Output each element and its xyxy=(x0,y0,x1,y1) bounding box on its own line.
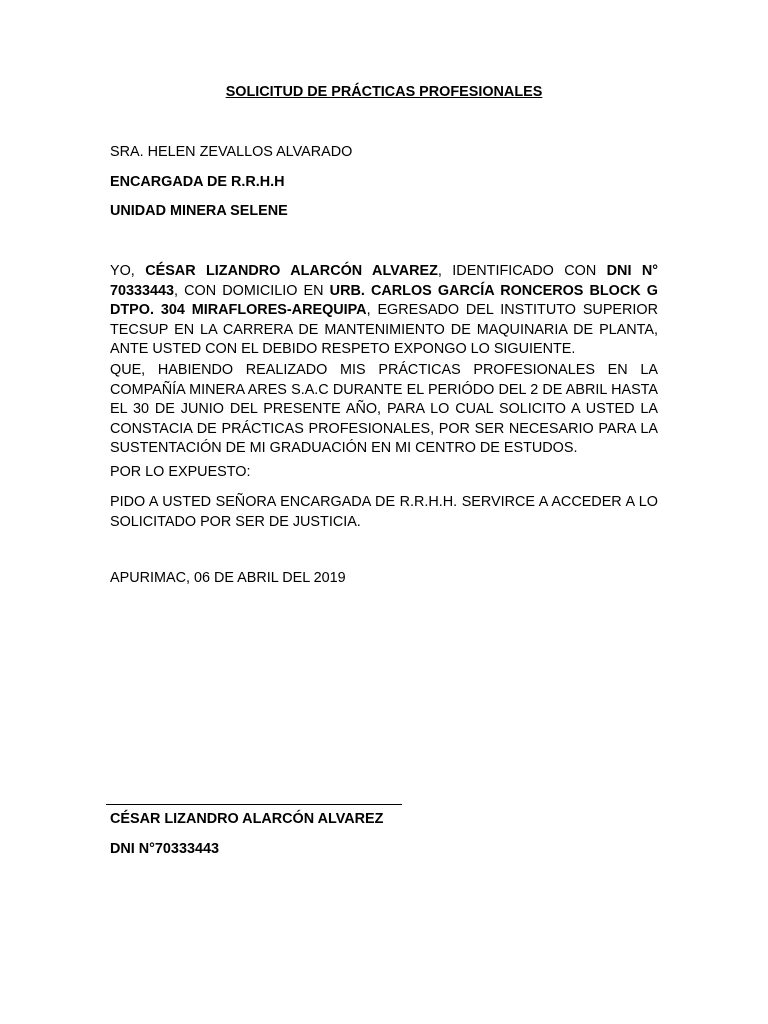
applicant-dni: DNI N° 70333443 xyxy=(110,263,659,299)
request-paragraph: PIDO A USTED SEÑORA ENCARGADA DE R.R.H.H. SERVIRCE A ACCEDER A LO SOLICITADO POR SER DE JUSTICIA. xyxy=(110,494,658,530)
intro-text-2: , IDENTIFICADO CON xyxy=(437,263,607,279)
signature-line xyxy=(106,804,402,805)
applicant-address: URB. CARLOS GARCÍA RONCEROS BLOCK G DTPO. 304 MIRAFLORES-AREQUIPA xyxy=(110,282,658,319)
recipient-role: ENCARGADA DE R.R.H.H xyxy=(110,174,285,190)
recipient-name: SRA. HELEN ZEVALLOS ALVARADO xyxy=(110,144,353,160)
body-paragraph: QUE, HABIENDO REALIZADO MIS PRÁCTICAS PROFESIONALES EN LA COMPAÑÍA MINERA ARES S.A.C DURANTE EL PERIÓDO DEL 2 DE ABRIL HASTA EL 30 DE JUNIO DEL PRESENTE AÑO, PARA LO CUAL SOLICITO A USTED LA CONSTACIA DE PRÁCTICAS PROFESIONALES, POR SER NECESARIO PARA LA SUSTENTACIÓN DE MI GRADUACIÓN EN MI CENTRO DE ESTUDOS. xyxy=(110,362,658,457)
intro-text-4: , EGRESADO DEL INSTITUTO SUPERIOR TECSUP EN LA CARRERA DE MANTENIMIENTO DE MAQUINARIA DE PLANTA, ANTE USTED CON EL DEBIDO RESPETO EXPONGO LO SIGUIENTE. xyxy=(110,302,658,358)
intro-text-1: YO, xyxy=(110,263,146,279)
por-lo-expuesto: POR LO EXPUESTO: xyxy=(110,464,251,480)
intro-paragraph xyxy=(110,262,658,360)
intro-text-3: , CON DOMICILIO EN xyxy=(174,282,330,299)
signature-name: CÉSAR LIZANDRO ALARCÓN ALVAREZ xyxy=(110,811,384,827)
applicant-name: CÉSAR LIZANDRO ALARCÓN ALVAREZ xyxy=(145,263,438,279)
signature-dni: DNI N°70333443 xyxy=(110,841,219,857)
document-title: SOLICITUD DE PRÁCTICAS PROFESIONALES xyxy=(225,84,543,100)
place-date: APURIMAC, 06 DE ABRIL DEL 2019 xyxy=(110,570,346,586)
recipient-unit: UNIDAD MINERA SELENE xyxy=(110,203,288,219)
